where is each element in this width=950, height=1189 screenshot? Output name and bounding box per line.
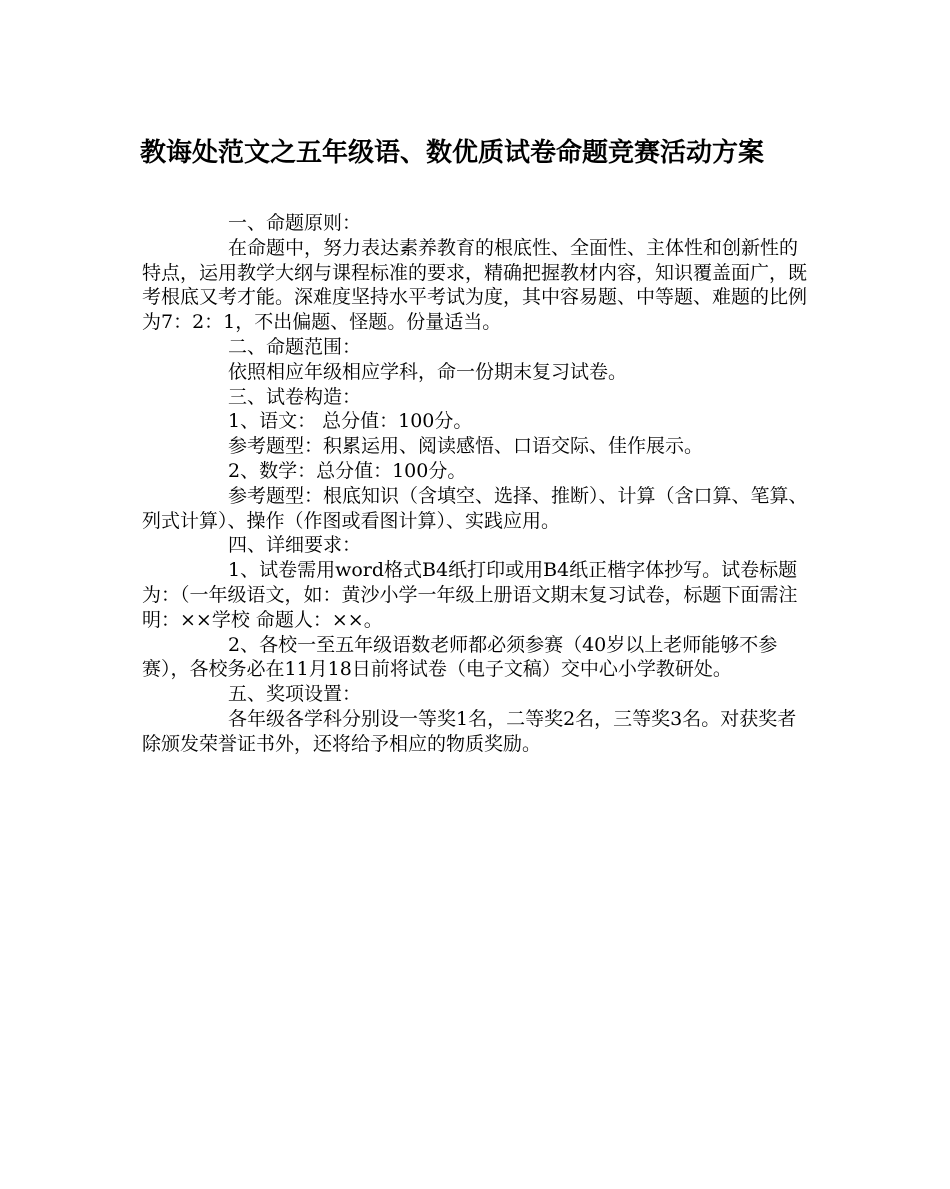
section-heading-principles: 一、命题原则： xyxy=(228,212,362,234)
paragraph-scope: 依照相应年级相应学科，命一份期末复习试卷。 xyxy=(228,360,628,383)
paragraph-math-score: 2、数学：总分值：100分。 xyxy=(228,459,467,482)
document-body xyxy=(142,211,810,757)
paragraph-requirement-2: 2、各校一至五年级语数老师都必须参赛（40岁以上老师能够不参赛），各校务必在11月18日前将试卷（电子文稿）交中心小学教研处。 xyxy=(142,633,778,681)
paragraph-math-types: 参考题型：根底知识（含填空、选择、推断）、计算（含口算、笔算、列式计算）、操作（作图或看图计算）、实践应用。 xyxy=(142,484,808,532)
paragraph-chinese-types: 参考题型：积累运用、阅读感悟、口语交际、佳作展示。 xyxy=(228,435,704,458)
paragraph-principles: 在命题中，努力表达素养教育的根底性、全面性、主体性和创新性的特点，运用教学大纲与课程标准的要求，精确把握教材内容，知识覆盖面广，既考根底又考才能。深难度坚持水平考试为度，其中容易题、中等题、难题的比例为7：2：1，不出偏题、怪题。份量适当。 xyxy=(142,236,808,334)
section-heading-awards: 五、奖项设置： xyxy=(228,683,362,706)
document-title: 教诲处范文之五年级语、数优质试卷命题竞赛活动方案 xyxy=(140,138,765,168)
paragraph-awards: 各年级各学科分别设一等奖1名，二等奖2名，三等奖3名。对获奖者除颁发荣誉证书外，还将给予相应的物质奖励。 xyxy=(142,707,797,755)
section-heading-scope: 二、命题范围： xyxy=(228,335,362,358)
paragraph-requirement-1: 1、试卷需用word格式B4纸打印或用B4纸正楷字体抄写。试卷标题为：（一年级语文，如：黄沙小学一年级上册语文期末复习试卷，标题下面需注明：××学校 命题人：××。 xyxy=(142,559,798,631)
section-heading-structure: 三、试卷构造： xyxy=(228,385,362,408)
paragraph-chinese-score: 1、语文： 总分值：100分。 xyxy=(228,410,473,433)
section-heading-requirements: 四、详细要求： xyxy=(228,534,362,557)
